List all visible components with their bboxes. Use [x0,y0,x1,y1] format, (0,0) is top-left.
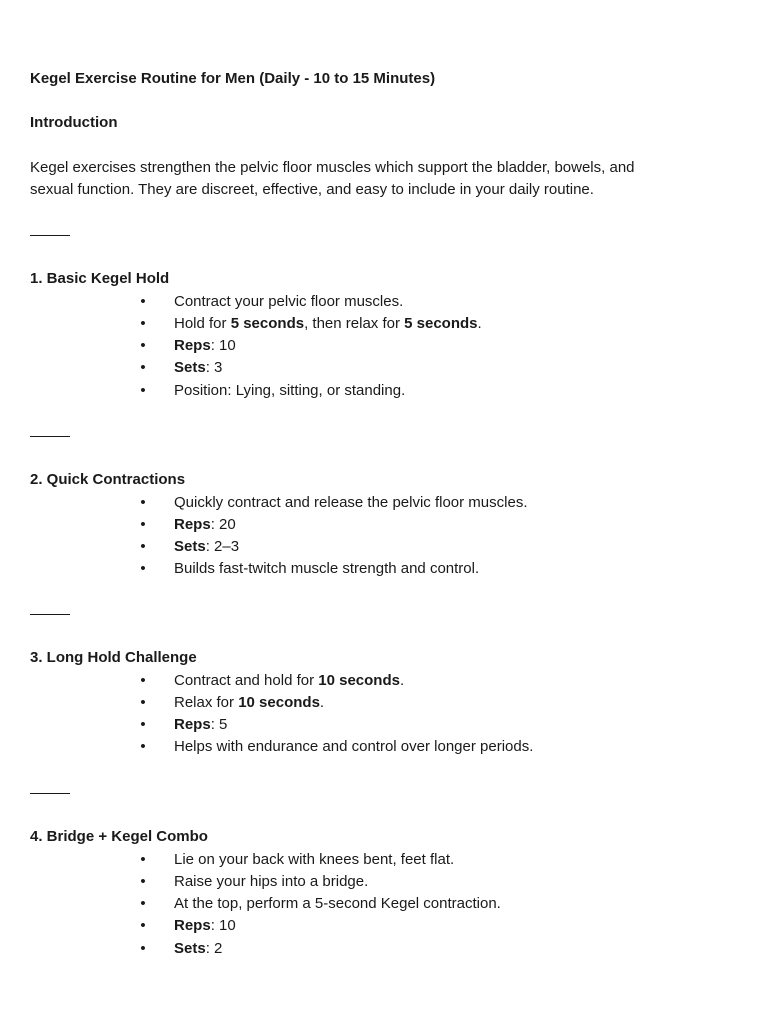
bullet-text [174,314,482,334]
bold-text: Sets [174,538,206,556]
section-divider [30,436,70,437]
bold-text: Reps [174,716,211,734]
bullet-marker: • [140,671,146,689]
bullet-marker: • [140,538,146,556]
bullet-marker: • [140,381,146,399]
text-run: Helps with endurance and control over longer periods. [174,738,534,756]
bullet-text [174,939,222,959]
bullet-marker: • [140,314,146,332]
text-run: Position: Lying, sitting, or standing. [174,381,406,399]
text-run: . [477,314,482,332]
bold-text: 5 seconds [404,314,478,332]
bullet-marker: • [140,359,146,377]
bullet-text [174,537,239,557]
section-heading: 2. Quick Contractions [30,471,186,488]
bold-text: 5 seconds [230,314,305,332]
bold-text: Reps [174,917,211,935]
bullet-text [174,559,479,579]
document-title: Kegel Exercise Routine for Men (Daily - 10 to 15 Minutes) [30,70,436,87]
text-run: . [319,693,325,711]
bullet-text [174,292,403,312]
bullet-text [174,737,533,757]
bullet-marker: • [140,895,146,913]
text-run: Raise your hips into a bridge. [174,872,369,890]
text-run: Lie on your back with knees bent, feet flat. [174,850,455,868]
text-run: : 10 [210,337,236,355]
bullet-marker: • [140,872,146,890]
bullet-text [174,916,236,936]
text-run: Builds fast-twitch muscle strength and control. [174,560,480,578]
text-run: : 5 [210,716,228,734]
text-run: At the top, perform a 5-second Kegel contraction. [174,895,501,913]
text-run: . [399,671,405,689]
bold-text: Sets [174,939,206,957]
bullet-text [174,715,227,735]
text-run: Contract and hold for [174,671,319,689]
bold-text: Reps [174,515,211,533]
bullet-marker: • [140,292,146,310]
bullet-text [174,381,405,401]
bullet-text [174,894,501,914]
text-run: Contract your pelvic floor muscles. [174,292,404,310]
section-divider [30,235,70,236]
bullet-text [174,358,222,378]
text-run: : 20 [210,515,236,533]
bullet-text [174,872,368,892]
section-heading: 3. Long Hold Challenge [30,649,197,666]
bullet-text [174,693,324,713]
bold-text: 10 seconds [238,693,320,711]
section-heading: 1. Basic Kegel Hold [30,270,170,287]
bullet-marker: • [140,560,146,578]
bullet-marker: • [140,939,146,957]
section-heading: 4. Bridge + Kegel Combo [30,828,208,845]
bullet-marker: • [140,693,146,711]
text-run: : 3 [205,359,223,377]
bullet-text [174,671,404,691]
text-run: , then relax for [304,314,405,332]
bullet-marker: • [140,716,146,734]
text-run: : 2 [205,939,223,957]
bullet-text [174,515,236,535]
bullet-marker: • [140,493,146,511]
bullet-marker: • [140,738,146,756]
bullet-marker: • [140,850,146,868]
intro-paragraph-line-1: Kegel exercises strengthen the pelvic floor muscles which support the bladder, bowels, and [30,159,635,176]
text-run: Quickly contract and release the pelvic floor muscles. [174,493,528,511]
bold-text: Reps [174,337,211,355]
intro-paragraph-line-2: sexual function. They are discreet, effective, and easy to include in your daily routine. [30,181,594,198]
bullet-text [174,336,236,356]
text-run: : 2–3 [205,538,240,556]
section-divider [30,793,70,794]
bullet-marker: • [140,917,146,935]
bullet-marker: • [140,515,146,533]
intro-heading: Introduction [30,114,118,131]
text-run: Hold for [174,314,231,332]
bullet-marker: • [140,337,146,355]
bold-text: 10 seconds [318,671,400,689]
section-divider [30,614,70,615]
bold-text: Sets [174,359,206,377]
bullet-text [174,850,454,870]
bullet-text [174,493,528,513]
text-run: Relax for [174,693,239,711]
text-run: : 10 [210,917,236,935]
